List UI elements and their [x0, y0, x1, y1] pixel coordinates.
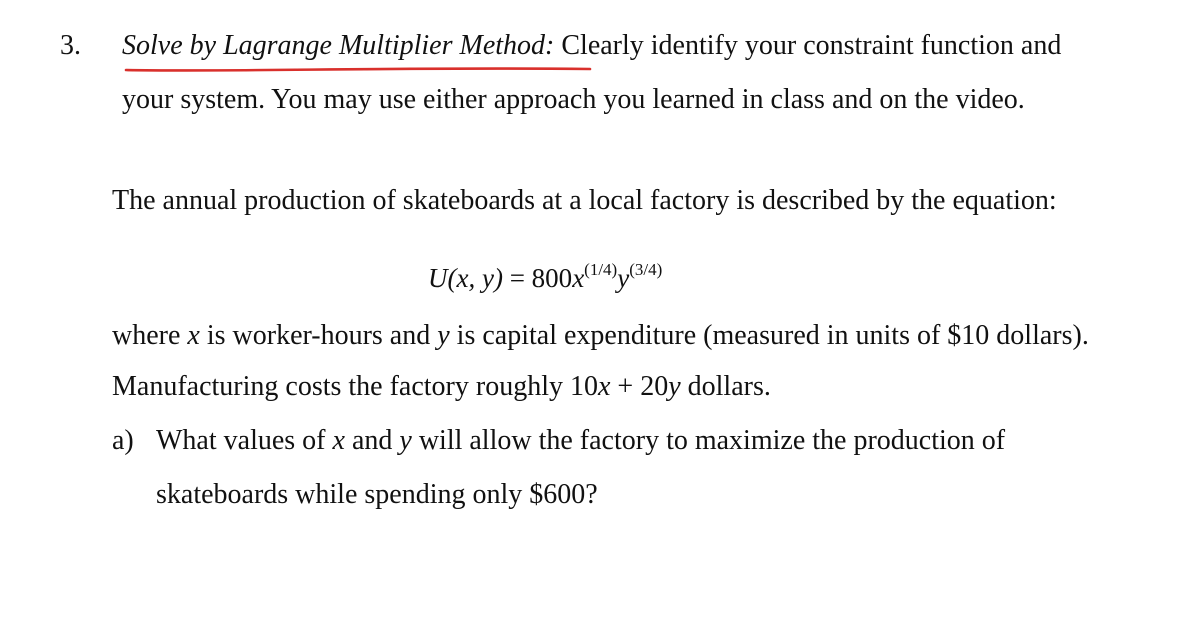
instruction-rest: Clearly identify your constraint function and	[554, 30, 1062, 61]
cost-rest: dollars.	[680, 371, 771, 402]
equation-exp-y: (3/4)	[629, 260, 663, 279]
cost-prefix: Manufacturing costs the factory roughly 10	[112, 371, 598, 402]
where-var-x: x	[187, 320, 200, 351]
problem-intro: The annual production of skateboards at a local factory is described by the equation:	[112, 185, 1057, 216]
variable-definition	[112, 318, 1089, 354]
instruction-line-1	[122, 28, 1061, 64]
where-var-y: y	[437, 320, 450, 351]
instruction-line-2: your system. You may use either approach you learned in class and on the video.	[122, 84, 1025, 115]
part-a-var-y: y	[399, 425, 412, 456]
question-number: 3.	[60, 30, 81, 61]
where-rest: is capital expenditure (measured in units of $10 dollars).	[449, 320, 1089, 351]
cost-statement	[112, 369, 771, 405]
part-a-line-2: skateboards while spending only $600?	[156, 479, 598, 510]
part-a-mid: and	[344, 425, 400, 456]
red-underline-annotation	[124, 64, 592, 74]
part-a-rest: will allow the factory to maximize the production of	[411, 425, 1006, 456]
cost-mid: + 20	[610, 371, 669, 402]
equation-function: U	[428, 263, 448, 293]
equation-var-y: y	[617, 263, 630, 293]
equation-args: (x, y)	[447, 263, 503, 293]
cost-var-y: y	[668, 371, 681, 402]
equation-var-x: x	[572, 263, 585, 293]
where-mid: is worker-hours and	[199, 320, 438, 351]
part-a-line-1	[156, 423, 1005, 459]
equation-exp-x: (1/4)	[584, 260, 618, 279]
part-a-label: a)	[112, 425, 134, 456]
cost-var-x: x	[597, 371, 611, 402]
equation-equals: = 800	[502, 263, 573, 293]
instruction-title: Solve by Lagrange Multiplier Method:	[122, 30, 555, 61]
where-prefix: where	[112, 320, 188, 351]
part-a-var-x: x	[332, 425, 345, 456]
production-equation	[428, 260, 662, 296]
part-a-prefix: What values of	[156, 425, 333, 456]
